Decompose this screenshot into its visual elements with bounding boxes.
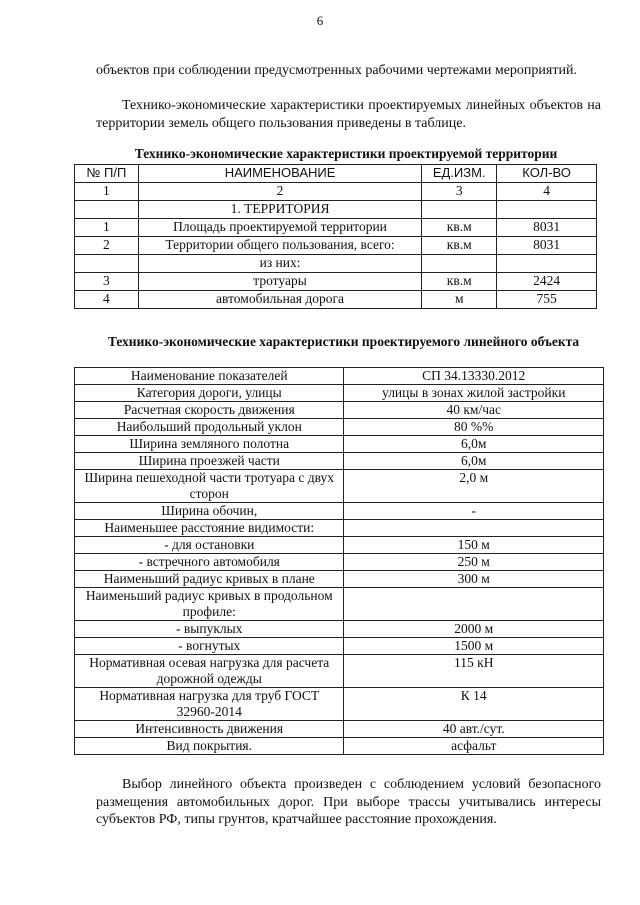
indicator-value: 6,0м: [344, 453, 604, 470]
col-number: 1: [75, 183, 139, 201]
row-num: 2: [75, 237, 139, 255]
row-qty: 8031: [497, 237, 597, 255]
row-num: 1: [75, 219, 139, 237]
table-row: [75, 520, 604, 537]
indicator-name: - выпуклых: [75, 621, 344, 638]
section-title: 1. ТЕРРИТОРИЯ: [138, 201, 421, 219]
table-row: [75, 453, 604, 470]
table-row: [75, 503, 604, 520]
table-row: [75, 436, 604, 453]
indicator-value: 80 %%: [344, 419, 604, 436]
col-number: 2: [138, 183, 421, 201]
table-row: [75, 537, 604, 554]
indicator-name: Ширина земляного полотна: [75, 436, 344, 453]
indicator-value: [344, 588, 604, 621]
header-num: № П/П: [75, 165, 139, 183]
indicator-value: 115 кН: [344, 655, 604, 688]
indicator-value: [344, 520, 604, 537]
indicator-value: 150 м: [344, 537, 604, 554]
indicator-value: 40 авт./сут.: [344, 721, 604, 738]
table-row: [75, 554, 604, 571]
table-row: [75, 255, 597, 273]
indicator-value: СП 34.13330.2012: [344, 368, 604, 385]
table-row: [75, 688, 604, 721]
row-num: [75, 255, 139, 273]
row-unit: [422, 255, 497, 273]
table-row: [75, 621, 604, 638]
table-row: [75, 588, 604, 621]
indicator-name: Нормативная осевая нагрузка для расчета дорожной одежды: [75, 655, 344, 688]
row-unit: кв.м: [422, 273, 497, 291]
outro-paragraph: Выбор линейного объекта произведен с соблюдением условий безопасного размещения автомобильных дорог. При выборе трассы учитывались интересы субъектов РФ, типы грунтов, кратчайшее расстояние прохождения.: [96, 777, 601, 827]
empty-cell: [422, 201, 497, 219]
table-header-row: [75, 165, 597, 183]
indicator-name: Нормативная нагрузка для труб ГОСТ 32960-2014: [75, 688, 344, 721]
indicator-name: Расчетная скорость движения: [75, 402, 344, 419]
table-row: [75, 273, 597, 291]
section-row: [75, 201, 597, 219]
table-row: [75, 291, 597, 309]
table2-caption: Технико-экономические характеристики проектируемого линейного объекта: [107, 334, 580, 349]
table-row: [75, 219, 597, 237]
territory-table: [74, 164, 597, 309]
header-name: НАИМЕНОВАНИЕ: [138, 165, 421, 183]
indicator-name: Ширина пешеходной части тротуара с двух сторон: [75, 470, 344, 503]
indicator-name: - вогнутых: [75, 638, 344, 655]
row-name: тротуары: [138, 273, 421, 291]
intro-paragraph-2: Технико-экономические характеристики проектируемых линейных объектов на территории земель общего пользования приведены в таблице.: [96, 98, 601, 131]
indicator-value: 6,0м: [344, 436, 604, 453]
table-column-numbers-row: [75, 183, 597, 201]
table-row: [75, 237, 597, 255]
table-row: [75, 655, 604, 688]
table1-caption: Технико-экономические характеристики проектируемой территории: [134, 146, 558, 161]
indicator-name: Наименьшее расстояние видимости:: [75, 520, 344, 537]
table-row: [75, 368, 604, 385]
indicator-name: Вид покрытия.: [75, 738, 344, 755]
row-qty: [497, 255, 597, 273]
row-qty: 755: [497, 291, 597, 309]
table-row: [75, 385, 604, 402]
row-unit: кв.м: [422, 219, 497, 237]
row-qty: 8031: [497, 219, 597, 237]
row-num: 4: [75, 291, 139, 309]
table-row: [75, 638, 604, 655]
table-row: [75, 721, 604, 738]
header-unit: ЕД.ИЗМ.: [422, 165, 497, 183]
table-row: [75, 738, 604, 755]
table-row: [75, 470, 604, 503]
row-unit: м: [422, 291, 497, 309]
indicator-name: Наибольший продольный уклон: [75, 419, 344, 436]
table-row: [75, 402, 604, 419]
col-number: 4: [497, 183, 597, 201]
row-num: 3: [75, 273, 139, 291]
table-row: [75, 419, 604, 436]
empty-cell: [497, 201, 597, 219]
col-number: 3: [422, 183, 497, 201]
indicator-value: 40 км/час: [344, 402, 604, 419]
indicator-name: - встречного автомобиля: [75, 554, 344, 571]
indicator-name: Ширина обочин,: [75, 503, 344, 520]
indicator-value: 250 м: [344, 554, 604, 571]
empty-cell: [75, 201, 139, 219]
table-row: [75, 571, 604, 588]
row-name: из них:: [138, 255, 421, 273]
linear-object-table: [74, 367, 604, 755]
indicator-name: Наименьший радиус кривых в плане: [75, 571, 344, 588]
indicator-name: Интенсивность движения: [75, 721, 344, 738]
row-name: Территории общего пользования, всего:: [138, 237, 421, 255]
indicator-value: асфальт: [344, 738, 604, 755]
indicator-value: 300 м: [344, 571, 604, 588]
row-name: автомобильная дорога: [138, 291, 421, 309]
indicator-name: Наименование показателей: [75, 368, 344, 385]
header-qty: КОЛ-ВО: [497, 165, 597, 183]
indicator-name: Категория дороги, улицы: [75, 385, 344, 402]
indicator-value: К 14: [344, 688, 604, 721]
page-number: 6: [316, 13, 324, 28]
row-name: Площадь проектируемой территории: [138, 219, 421, 237]
indicator-name: Наименьший радиус кривых в продольном профиле:: [75, 588, 344, 621]
row-qty: 2424: [497, 273, 597, 291]
indicator-value: 2,0 м: [344, 470, 604, 503]
indicator-name: Ширина проезжей части: [75, 453, 344, 470]
row-unit: кв.м: [422, 237, 497, 255]
indicator-value: -: [344, 503, 604, 520]
intro-paragraph-1: объектов при соблюдении предусмотренных рабочими чертежами мероприятий.: [96, 63, 577, 78]
indicator-name: - для остановки: [75, 537, 344, 554]
indicator-value: 1500 м: [344, 638, 604, 655]
indicator-value: 2000 м: [344, 621, 604, 638]
indicator-value: улицы в зонах жилой застройки: [344, 385, 604, 402]
